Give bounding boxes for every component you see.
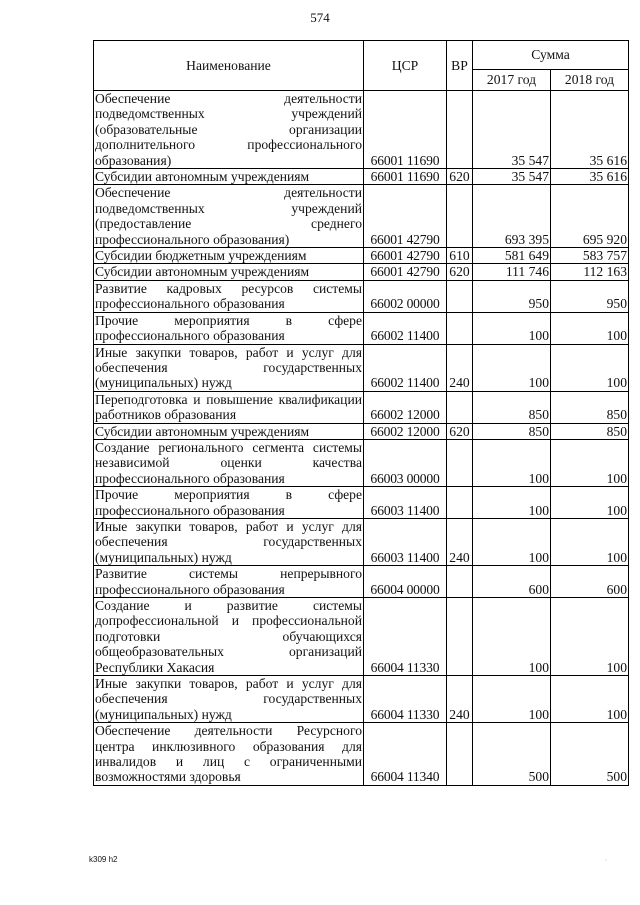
row-vr (447, 723, 473, 786)
row-sum-2017: 500 (473, 723, 551, 786)
row-name: Развитие системы непрерывного профессионального образования (95, 566, 362, 597)
row-vr: 620 (447, 169, 473, 185)
row-sum-2018: 112 163 (551, 264, 629, 280)
row-csr: 66004 11340 (364, 723, 447, 786)
row-sum-2018: 100 (551, 676, 629, 723)
row-sum-2017: 35 547 (473, 169, 551, 185)
page-number: 574 (310, 10, 330, 25)
row-csr: 66001 11690 (364, 91, 447, 169)
row-name: Субсидии автономным учреждениям (94, 423, 364, 439)
table-row (94, 723, 629, 786)
row-name: Переподготовка и повышение квалификации работников образования (95, 391, 362, 423)
row-name: Создание регионального сегмента системы независимой оценки качества профессионального образования (95, 439, 362, 486)
table-row (94, 344, 629, 391)
row-vr: 240 (447, 518, 473, 565)
row-vr (447, 598, 473, 676)
row-sum-2018: 35 616 (551, 91, 629, 169)
row-sum-2018: 850 (551, 391, 629, 423)
row-vr (447, 439, 473, 486)
table-row (94, 185, 629, 248)
row-sum-2017: 100 (473, 344, 551, 391)
table-row (94, 169, 629, 185)
row-csr: 66002 11400 (364, 344, 447, 391)
budget-table (93, 40, 629, 786)
table-row (94, 676, 629, 723)
table-row (94, 264, 629, 280)
row-name: Обеспечение деятельности подведомственных учреждений (предоставление среднего профессионального образования) (95, 185, 362, 247)
table-row (94, 280, 629, 312)
row-vr (447, 185, 473, 248)
footer-mark: · (605, 858, 607, 864)
row-name: Создание и развитие системы допрофессиональной и профессиональной подготовки обучающихся общеобразовательных организаций Республики Хакасия (95, 598, 362, 675)
row-vr (447, 312, 473, 344)
table-row (94, 598, 629, 676)
row-sum-2018: 100 (551, 439, 629, 486)
row-sum-2017: 850 (473, 391, 551, 423)
header-sum: Сумма (473, 41, 629, 70)
row-name: Прочие мероприятия в сфере профессионального образования (95, 312, 362, 344)
row-name: Иные закупки товаров, работ и услуг для обеспечения государственных (муниципальных) нужд (95, 344, 362, 391)
row-csr: 66004 00000 (364, 566, 447, 598)
row-sum-2017: 600 (473, 566, 551, 598)
row-csr: 66001 11690 (364, 169, 447, 185)
row-sum-2018: 583 757 (551, 248, 629, 264)
row-name: Субсидии автономным учреждениям (94, 264, 364, 280)
header-year-2018: 2018 год (551, 70, 629, 91)
row-csr: 66003 11400 (364, 518, 447, 565)
row-sum-2018: 850 (551, 423, 629, 439)
row-csr: 66002 12000 (364, 391, 447, 423)
row-sum-2017: 100 (473, 676, 551, 723)
row-vr: 620 (447, 264, 473, 280)
row-vr: 240 (447, 676, 473, 723)
row-csr: 66001 42790 (364, 248, 447, 264)
header-vr: ВР (447, 41, 473, 91)
row-name: Иные закупки товаров, работ и услуг для обеспечения государственных (муниципальных) нужд (95, 676, 362, 722)
row-csr: 66002 00000 (364, 280, 447, 312)
row-sum-2018: 695 920 (551, 185, 629, 248)
row-name: Обеспечение деятельности Ресурсного центра инклюзивного образования для инвалидов и лиц с ограниченными возможностями здоровья (95, 723, 362, 785)
table-row (94, 439, 629, 486)
row-sum-2018: 500 (551, 723, 629, 786)
row-sum-2017: 950 (473, 280, 551, 312)
table-body (94, 91, 629, 786)
footer-code: k309 h2 (89, 855, 118, 864)
row-sum-2017: 100 (473, 439, 551, 486)
row-csr: 66002 12000 (364, 423, 447, 439)
row-csr: 66001 42790 (364, 185, 447, 248)
row-name: Субсидии бюджетным учреждениям (94, 248, 364, 264)
table-row (94, 391, 629, 423)
row-sum-2017: 35 547 (473, 91, 551, 169)
row-vr (447, 566, 473, 598)
row-name: Обеспечение деятельности подведомственных учреждений (образовательные организации дополнительного профессионального образования) (95, 91, 362, 168)
row-sum-2018: 100 (551, 598, 629, 676)
header-csr: ЦСР (364, 41, 447, 91)
row-vr (447, 280, 473, 312)
row-name: Иные закупки товаров, работ и услуг для обеспечения государственных (муниципальных) нужд (95, 518, 362, 565)
row-sum-2018: 100 (551, 518, 629, 565)
table-row (94, 312, 629, 344)
row-sum-2017: 100 (473, 487, 551, 519)
row-csr: 66004 11330 (364, 676, 447, 723)
header-name: Наименование (94, 41, 364, 91)
row-sum-2017: 100 (473, 312, 551, 344)
row-vr (447, 487, 473, 519)
row-vr (447, 91, 473, 169)
row-sum-2017: 111 746 (473, 264, 551, 280)
row-sum-2018: 100 (551, 487, 629, 519)
table-row (94, 487, 629, 519)
row-sum-2017: 100 (473, 518, 551, 565)
row-sum-2018: 950 (551, 280, 629, 312)
row-sum-2017: 581 649 (473, 248, 551, 264)
row-sum-2018: 35 616 (551, 169, 629, 185)
table-row (94, 248, 629, 264)
row-sum-2017: 850 (473, 423, 551, 439)
row-csr: 66003 00000 (364, 439, 447, 486)
row-name: Развитие кадровых ресурсов системы профессионального образования (95, 280, 362, 312)
row-sum-2017: 693 395 (473, 185, 551, 248)
table-row (94, 566, 629, 598)
table-row (94, 91, 629, 169)
row-name: Субсидии автономным учреждениям (94, 169, 364, 185)
row-sum-2017: 100 (473, 598, 551, 676)
row-sum-2018: 100 (551, 312, 629, 344)
table-row (94, 423, 629, 439)
row-csr: 66003 11400 (364, 487, 447, 519)
row-sum-2018: 100 (551, 344, 629, 391)
table-row (94, 518, 629, 565)
row-vr: 620 (447, 423, 473, 439)
row-name: Прочие мероприятия в сфере профессионального образования (95, 487, 362, 518)
row-vr: 240 (447, 344, 473, 391)
row-vr (447, 391, 473, 423)
row-csr: 66004 11330 (364, 598, 447, 676)
row-csr: 66002 11400 (364, 312, 447, 344)
row-csr: 66001 42790 (364, 264, 447, 280)
header-year-2017: 2017 год (473, 70, 551, 91)
row-vr: 610 (447, 248, 473, 264)
row-sum-2018: 600 (551, 566, 629, 598)
